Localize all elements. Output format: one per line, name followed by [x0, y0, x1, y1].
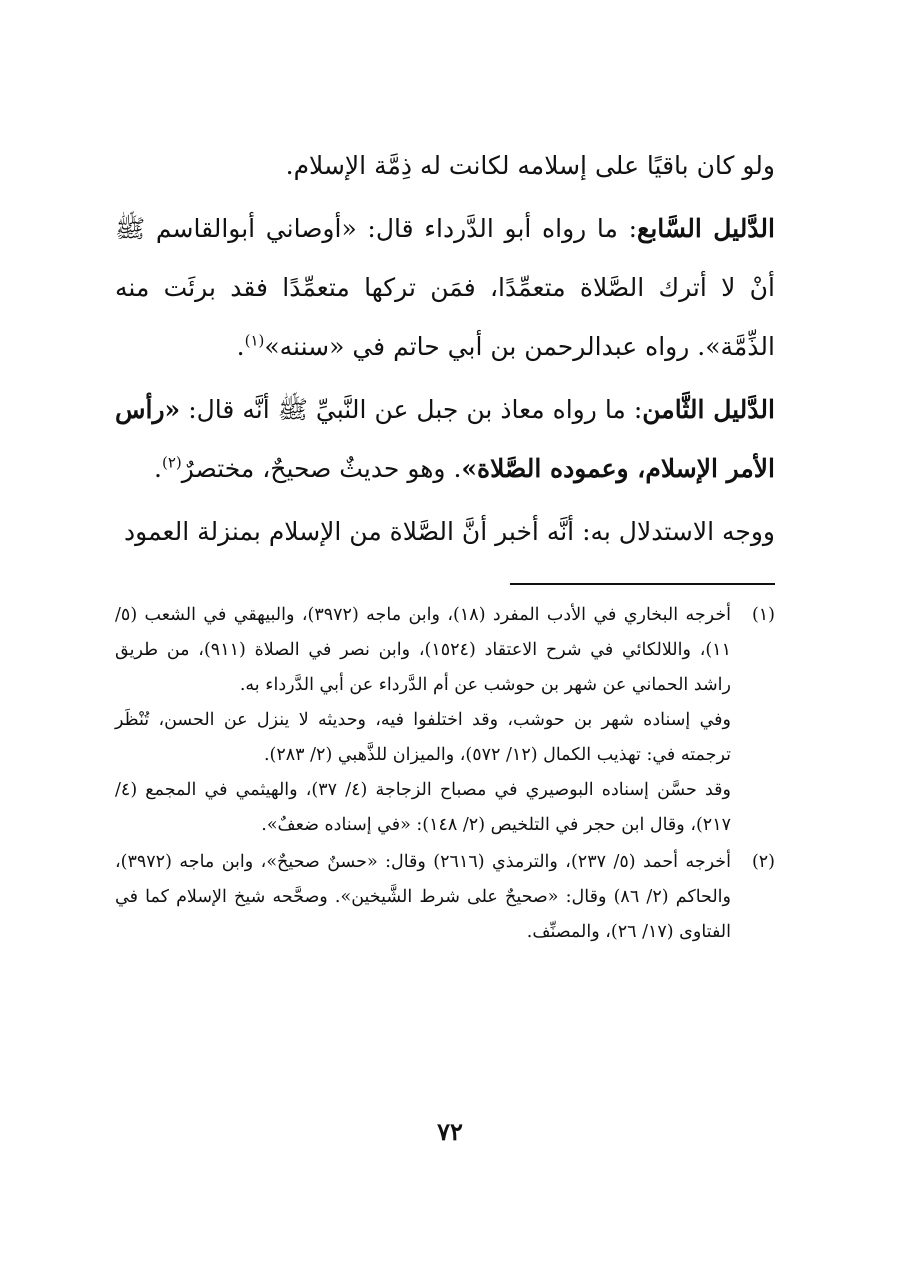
evidence-seven-title: الدَّليل السَّابع [637, 214, 775, 243]
footnote-separator [510, 583, 775, 585]
continuation-text: ولو كان باقيًا على إسلامه لكانت له ذِمَّة الإسلام. [285, 151, 775, 180]
evidence-eight-paragraph [115, 380, 775, 498]
inference-paragraph [115, 502, 775, 561]
footnote-ref-2[interactable]: (٢) [161, 453, 182, 472]
evidence-seven-end: . [236, 332, 245, 361]
evidence-seven-text: : ما رواه أبو الدَّرداء قال: «أوصاني أبوالقاسم ﷺ أنْ لا أترك الصَّلاة متعمِّدًا، فمَن تركها متعمِّدًا فقد برئَت منه الذِّمَّة». رواه عبدالرحمن بن أبي حاتم في «سننه» [115, 214, 775, 361]
footnote-number: (١) [751, 605, 775, 625]
evidence-eight-title: الدَّليل الثَّامن [642, 395, 775, 424]
footnote-1 [115, 598, 775, 843]
evidence-eight-after: . وهو حديثٌ صحيحٌ، مختصرٌ [181, 454, 462, 483]
evidence-eight-text: : ما رواه معاذ بن جبل عن النَّبيِّ ﷺ أنَّه قال: [180, 395, 643, 424]
page-number: ٧٢ [437, 1117, 463, 1146]
evidence-eight-end: . [154, 454, 162, 483]
footnote-paragraph: وقد حسَّن إسناده البوصيري في مصباح الزجاجة (٤/ ٣٧)، والهيثمي في المجمع (٤/ ٢١٧)، وقال ابن حجر في التلخيص (٢/ ١٤٨): «في إسناده ضعفٌ». [115, 780, 731, 835]
inference-text: ووجه الاستدلال به: أنَّه أخبر أنَّ الصَّلاة من الإسلام بمنزلة العمود [124, 517, 775, 546]
footnote-paragraph: أخرجه أحمد (٥/ ٢٣٧)، والترمذي (٢٦١٦) وقال: «حسنٌ صحيحٌ»، وابن ماجه (٣٩٧٢)، والحاكم (٢/ ٨٦) وقال: «صحيحٌ على شرط الشَّيخين». وصحَّحه شيخ الإسلام كما في الفتاوى (١٧/ ٢٦)، والمصنِّف. [115, 852, 731, 942]
continuation-paragraph [115, 136, 775, 195]
footnote-paragraph: وفي إسناده شهر بن حوشب، وقد اختلفوا فيه، وحديثه لا ينزل عن الحسن، تُنْظَر ترجمته في: تهذيب الكمال (١٢/ ٥٧٢)، والميزان للذَّهبي (٢/ ٢٨٣). [115, 710, 731, 765]
footnote-number: (٢) [751, 852, 775, 872]
footnote-paragraph: أخرجه البخاري في الأدب المفرد (١٨)، وابن ماجه (٣٩٧٢)، والبيهقي في الشعب (٥/ ١١)، واللالكائي في شرح الاعتقاد (١٥٢٤)، وابن نصر في الصلاة (٩١١)، من طريق راشد الحماني عن شهر بن حوشب عن أم الدَّرداء عن أبي الدَّرداء به. [115, 605, 731, 695]
evidence-eight-quote: «رأس الأمر الإسلام، وعموده الصَّلاة» [115, 395, 775, 483]
footnote-ref-1[interactable]: (١) [244, 331, 265, 350]
evidence-seven-paragraph [115, 199, 775, 376]
main-text [115, 136, 775, 565]
footnotes [115, 598, 775, 952]
footnote-2 [115, 845, 775, 950]
